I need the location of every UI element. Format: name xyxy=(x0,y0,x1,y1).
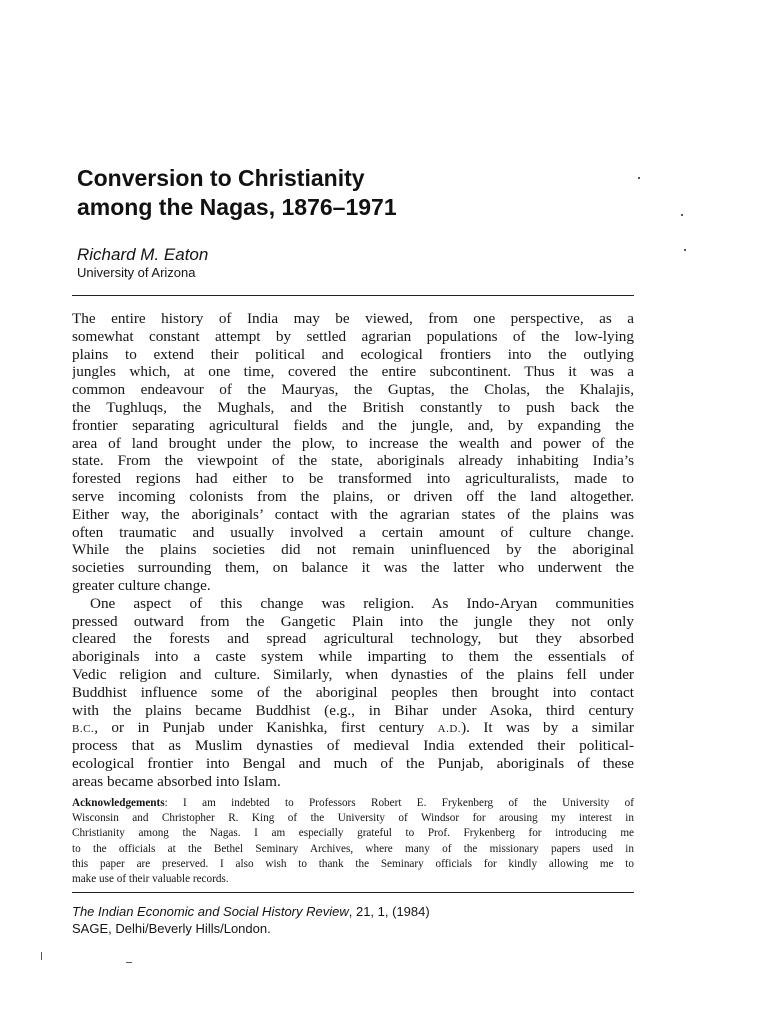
journal-name: The Indian Economic and Social History Review xyxy=(72,904,349,919)
era-ad: A.D. xyxy=(437,723,462,736)
ack-line: this paper are preserved. I also wish to thank the Seminary officials for kindly allowing me to xyxy=(72,857,634,870)
body-line: Either way, the aboriginals’ contact with the agrarian states of the plains was xyxy=(72,505,634,523)
body-line: with the plains became Buddhist (e.g., in Bihar under Asoka, third century xyxy=(72,701,634,719)
body-line: process that as Muslim dynasties of medieval India extended their political- xyxy=(72,737,634,755)
article-body xyxy=(72,310,634,791)
body-line: frontier separating agricultural fields and the jungle, and, by expanding the xyxy=(72,416,634,434)
header-divider xyxy=(72,295,634,296)
ack-line: to the officials at the Bethel Seminary Archives, where many of the missionary papers used in xyxy=(72,842,634,855)
body-line-era xyxy=(72,719,634,737)
title-line-1: Conversion to Christianity xyxy=(77,165,365,191)
ack-line xyxy=(72,796,634,811)
ack-line: Christianity among the Nagas. I am especially grateful to Prof. Frykenberg for introducing me xyxy=(72,827,634,840)
ack-text: : I am indebted to Professors Robert E. Frykenberg of the University of xyxy=(164,797,634,809)
era-end: ). It was by a similar xyxy=(461,719,634,737)
body-line: Vedic religion and culture. Similarly, when dynasties of the plains fell under xyxy=(72,665,634,683)
body-line: ecological frontier into Bengal and much of the Punjab, aboriginals of these xyxy=(72,754,634,772)
footer-divider xyxy=(72,892,634,893)
body-line: pressed outward from the Gangetic Plain into the jungle they not only xyxy=(72,612,634,630)
body-line: common endeavour of the Mauryas, the Guptas, the Cholas, the Khalajis, xyxy=(72,381,634,399)
citation-line xyxy=(72,903,430,920)
body-line: plains to extend their political and ecological frontiers into the outlying xyxy=(72,345,634,363)
body-line: aboriginals into a caste system while imparting to them the essentials of xyxy=(72,648,634,666)
body-line: Buddhist influence some of the aboriginal peoples then brought into contact xyxy=(72,683,634,701)
body-line: often traumatic and usually involved a certain amount of culture change. xyxy=(72,523,634,541)
body-line: The entire history of India may be viewed, from one perspective, as a xyxy=(72,310,634,327)
body-line: area of land brought under the plow, to increase the wealth and power of the xyxy=(72,434,634,452)
body-line: societies surrounding them, on balance it was the latter who underwent the xyxy=(72,559,634,577)
author-affiliation: University of Arizona xyxy=(77,265,196,280)
publisher-line: SAGE, Delhi/Beverly Hills/London. xyxy=(72,921,271,936)
journal-details: , 21, 1, (1984) xyxy=(348,904,430,919)
scan-speck xyxy=(638,177,640,179)
ack-line: make use of their valuable records. xyxy=(72,872,229,885)
author-name: Richard M. Eaton xyxy=(77,245,209,264)
body-line: forested regions had either to be transformed into agriculturalists, made to xyxy=(72,470,634,488)
ack-label: Acknowledgements xyxy=(72,797,165,809)
title-line-2: among the Nagas, 1876–1971 xyxy=(77,194,397,220)
scan-speck xyxy=(41,952,42,960)
body-line: the Tughluqs, the Mughals, and the British constantly to push back the xyxy=(72,398,634,416)
era-bc: B.C. xyxy=(72,723,95,736)
journal-citation xyxy=(72,903,430,937)
scan-speck xyxy=(126,962,132,963)
body-line: jungles which, at one time, covered the entire subcontinent. Thus it was a xyxy=(72,363,634,381)
body-line: state. From the viewpoint of the state, aboriginals already inhabiting India’s xyxy=(72,452,634,470)
body-line: One aspect of this change was religion. As Indo-Aryan communities xyxy=(90,594,634,612)
body-line: cleared the forests and spread agricultural technology, but they absorbed xyxy=(72,630,634,648)
body-line: areas became absorbed into Islam. xyxy=(72,772,281,790)
body-line: greater culture change. xyxy=(72,576,211,594)
acknowledgements xyxy=(72,796,634,887)
body-line: somewhat constant attempt by settled agrarian populations of the low-lying xyxy=(72,327,634,345)
body-line: serve incoming colonists from the plains, or driven off the land altogether. xyxy=(72,487,634,505)
article-title xyxy=(77,164,637,222)
ack-line: Wisconsin and Christopher R. King of the University of Windsor for arousing my interest in xyxy=(72,812,634,825)
scan-speck xyxy=(681,214,683,216)
era-middle: , or in Punjab under Kanishka, first century xyxy=(94,719,438,737)
body-line: While the plains societies did not remain uninfluenced by the aboriginal xyxy=(72,541,634,559)
scan-speck xyxy=(684,249,686,251)
